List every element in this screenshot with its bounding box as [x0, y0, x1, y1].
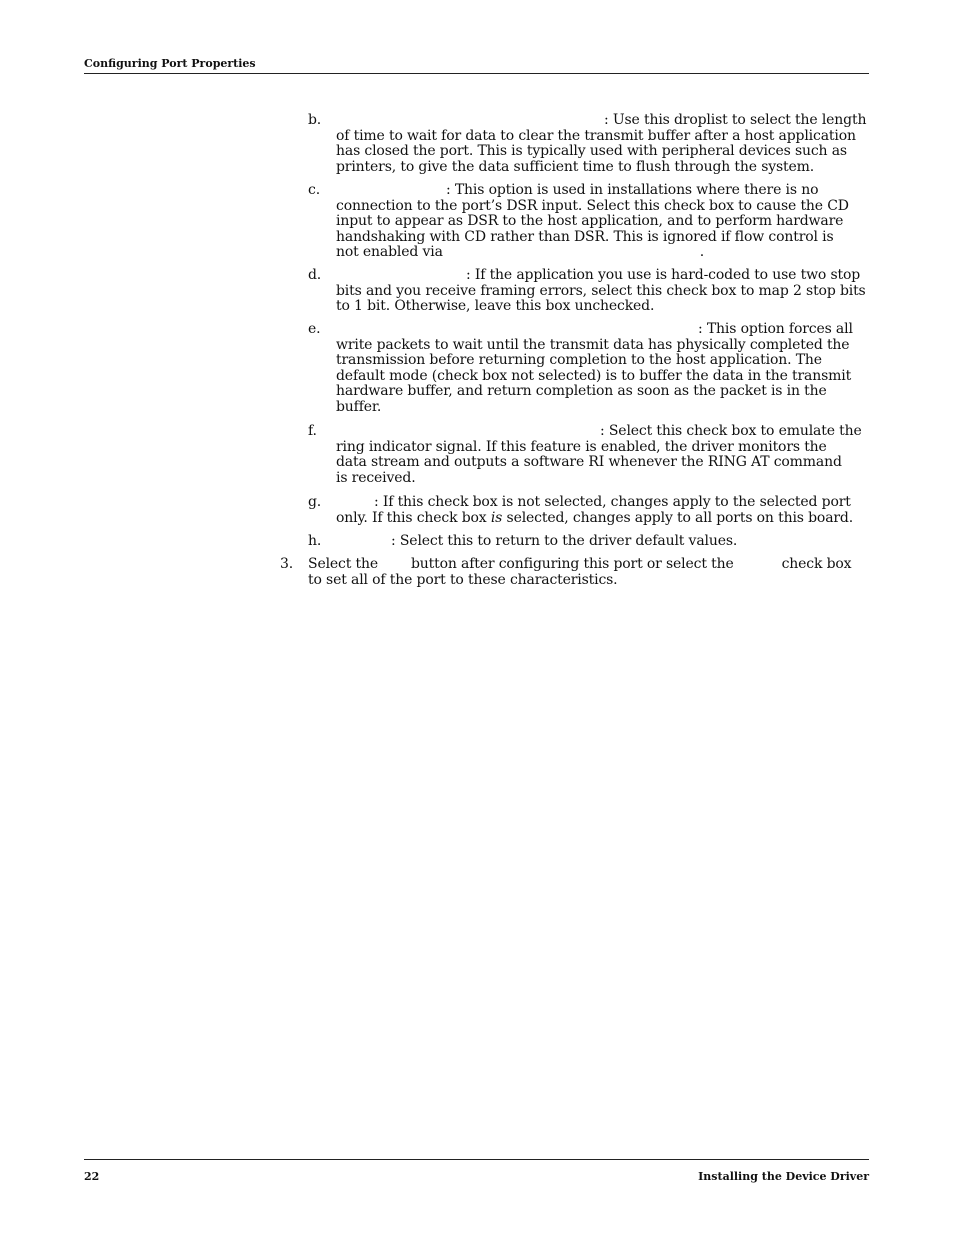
text-segment: selected, changes apply to all ports on this board. [506, 509, 854, 526]
page-number: 22 [84, 1170, 100, 1183]
text-line: : If this check box is not selected, changes apply to the selected port [374, 494, 851, 510]
text-segment: button after configuring this port or select the [410, 556, 734, 572]
text-line: write packets to wait until the transmit data has physically completed the [336, 336, 850, 353]
list-item-c [308, 182, 871, 261]
list-marker: d. [308, 267, 322, 283]
text-segment: . [699, 244, 705, 261]
step-3 [280, 556, 868, 588]
text-line: : Use this droplist to select the length [604, 112, 867, 128]
list-item-g [308, 494, 871, 526]
list-marker: b. [308, 112, 322, 128]
text-line: transmission before returning completion to the host application. The [336, 352, 822, 369]
text-line [336, 511, 871, 527]
text-line: : If the application you use is hard-coded to use two stop [466, 267, 861, 283]
text-line: printers, to give the data sufficient time to flush through the system. [336, 158, 815, 175]
text-line: ring indicator signal. If this feature is enabled, the driver monitors the [336, 438, 827, 455]
text-line [336, 245, 871, 261]
text-line: handshaking with CD rather than DSR. This is ignored if flow control is [336, 228, 834, 245]
running-footer [84, 1159, 869, 1183]
list-marker: e. [308, 321, 321, 337]
header-title: Configuring Port Properties [84, 57, 256, 70]
text-line: : Select this check box to emulate the [600, 423, 862, 439]
text-line: : This option forces all [698, 321, 853, 337]
chapter-title: Installing the Device Driver [698, 1170, 869, 1183]
list-marker: 3. [280, 556, 294, 572]
emphasis-text: is [490, 509, 503, 526]
text-line: : Select this to return to the driver default values. [391, 533, 738, 549]
text-line: : This option is used in installations where there is no [446, 182, 819, 198]
text-line: hardware buffer, and return completion as soon as the packet is in the [336, 383, 827, 400]
text-line: bits and you receive framing errors, select this check box to map 2 stop bits [336, 282, 866, 299]
list-item-h [308, 533, 871, 550]
text-line: to 1 bit. Otherwise, leave this box unchecked. [336, 298, 655, 315]
text-line: buffer. [336, 398, 382, 415]
text-line: to set all of the port to these characteristics. [308, 571, 618, 588]
text-line: has closed the port. This is typically used with peripheral devices such as [336, 143, 847, 160]
text-line: of time to wait for data to clear the transmit buffer after a host application [336, 127, 856, 144]
text-line: default mode (check box not selected) is to buffer the data in the transmit [336, 367, 852, 384]
text-line [308, 557, 868, 573]
running-header [84, 57, 869, 74]
text-segment: not enabled via [336, 244, 443, 261]
list-marker: h. [308, 533, 322, 549]
list-item-b [308, 112, 871, 175]
list-item-f [308, 423, 871, 486]
list-marker: c. [308, 182, 320, 198]
text-segment: Select the [308, 556, 378, 572]
text-line: input to appear as DSR to the host application, and to perform hardware [336, 213, 844, 230]
list-item-d [308, 267, 871, 315]
list-marker: f. [308, 423, 317, 439]
list-item-e [308, 321, 871, 416]
text-line: connection to the port’s DSR input. Select this check box to cause the CD [336, 197, 849, 214]
text-line: data stream and outputs a software RI whenever the RING AT command [336, 454, 842, 471]
text-segment: check box [781, 556, 852, 572]
text-segment: only. If this check box [336, 509, 487, 526]
list-marker: g. [308, 494, 322, 510]
text-line: is received. [336, 469, 416, 486]
